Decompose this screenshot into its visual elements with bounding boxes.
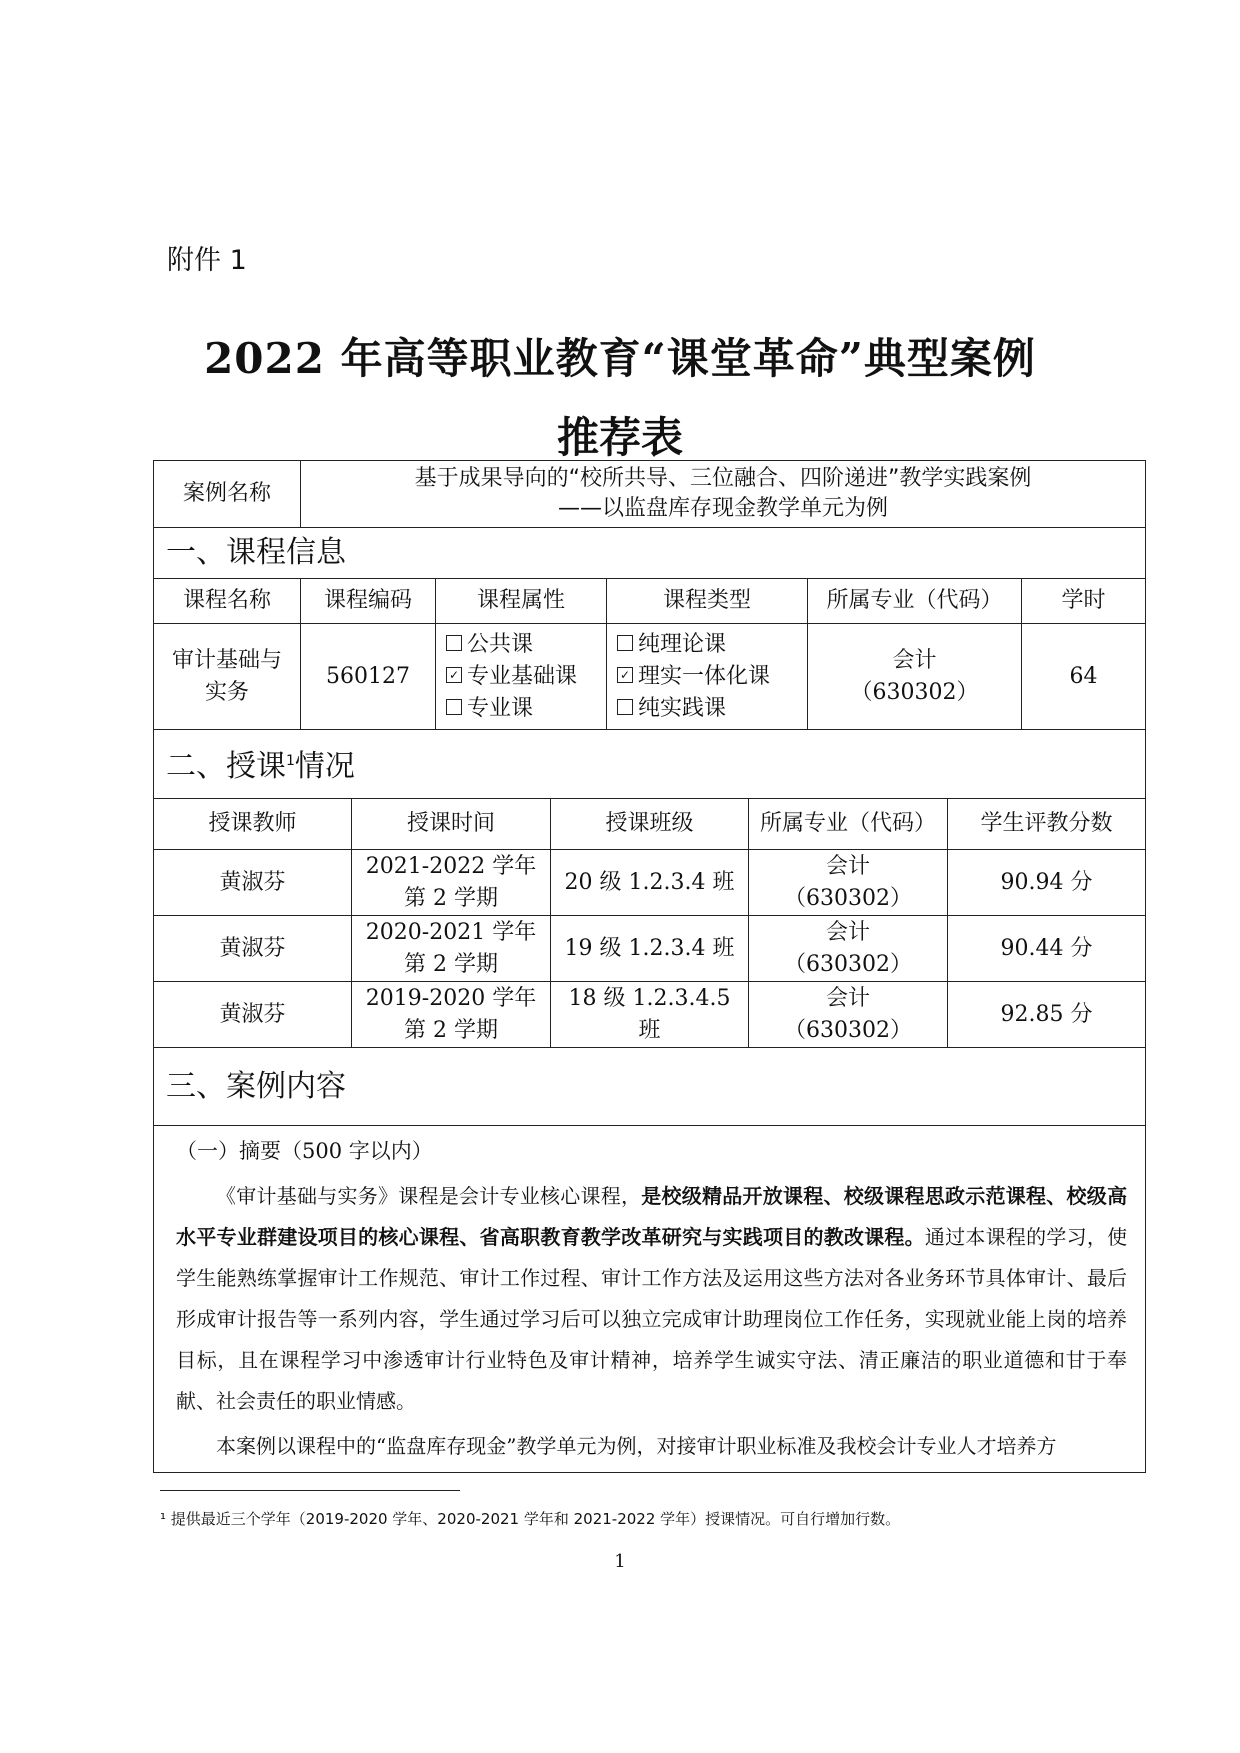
teaching-header-row (154, 799, 1146, 850)
course-hours: 64 (1022, 624, 1146, 730)
course-code: 560127 (301, 624, 436, 730)
time-cell: 2020-2021 学年 第 2 学期 (352, 916, 551, 982)
course-name: 审计基础与实务 (154, 624, 301, 730)
teacher-cell: 黄淑芬 (154, 850, 352, 916)
abstract-paragraph: 《审计基础与实务》课程是会计专业核心课程，是校级精品开放课程、校级课程思政示范课程、校级高水平专业群建设项目的核心课程、省高职教育教学改革研究与实践项目的教改课程。通过本课程的学习，使学生能熟练掌握审计工作规范、审计工作过程、审计工作方法及运用这些方法对各业务环节具体审计、最后形成审计报告等一系列内容，学生通过学习后可以独立完成审计助理岗位工作任务，实现就业能上岗的培养目标，且在课程学习中渗透审计行业特色及审计精神，培养学生诚实守法、清正廉洁的职业道德和甘于奉献、社会责任的职业情感。 (176, 1184, 1128, 1413)
teaching-table (153, 729, 1146, 1473)
section1-row (154, 528, 1146, 579)
page-title: 2022 年高等职业教育“课堂革命”典型案例 (204, 334, 1036, 383)
header-course-type: 课程类型 (607, 579, 808, 624)
attachment-label: 附件 1 (167, 245, 247, 276)
course-type-options (607, 624, 808, 730)
course-major-name: 会计 (892, 647, 937, 673)
course-attribute-options (436, 624, 607, 730)
type-option-practice[interactable]: 纯实践课 (617, 693, 803, 725)
header-course-name: 课程名称 (154, 579, 301, 624)
case-name-line2: ——以监盘库存现金教学单元为例 (558, 496, 889, 521)
header-major: 所属专业（代码） (749, 799, 948, 850)
type-option-theory[interactable]: 纯理论课 (617, 629, 803, 661)
case-name-row (154, 461, 1146, 528)
case-name-value (301, 461, 1146, 528)
case-name-line1: 基于成果导向的“校所共导、三位融合、四阶递进”教学实践案例 (414, 466, 1032, 491)
abstract-heading: （一）摘要（500 字以内） (176, 1139, 433, 1163)
footnote: ¹ 提供最近三个学年（2019-2020 学年、2020-2021 学年和 2021-2022 学年）授课情况。可自行增加行数。 (160, 1510, 901, 1528)
class-cell: 19 级 1.2.3.4 班 (551, 916, 749, 982)
checkbox-icon[interactable] (617, 635, 633, 651)
header-course-code: 课程编码 (301, 579, 436, 624)
header-course-attribute: 课程属性 (436, 579, 607, 624)
page-subtitle: 推荐表 (556, 413, 683, 462)
major-cell: 会计 （630302） (749, 850, 948, 916)
course-major-code: （630302） (850, 679, 979, 705)
footnote-divider (160, 1490, 460, 1491)
score-cell: 90.94 分 (948, 850, 1146, 916)
attribute-option-public[interactable]: 公共课 (446, 629, 602, 661)
section2-row (154, 730, 1146, 799)
attribute-option-foundation[interactable]: ✓ 专业基础课 (446, 661, 602, 693)
header-class: 授课班级 (551, 799, 749, 850)
section1-heading: 一、课程信息 (154, 528, 1146, 579)
section2-heading: 二、授课$^1$情况 (154, 730, 1146, 799)
header-time: 授课时间 (352, 799, 551, 850)
score-cell: 92.85 分 (948, 982, 1146, 1048)
table-row (154, 982, 1146, 1048)
checkbox-icon[interactable] (617, 699, 633, 715)
course-header-row (154, 579, 1146, 624)
case-content-row (154, 1126, 1146, 1473)
table-row (154, 916, 1146, 982)
checkbox-checked-icon[interactable]: ✓ (617, 667, 633, 683)
page-number: 1 (614, 1551, 626, 1572)
class-cell: 20 级 1.2.3.4 班 (551, 850, 749, 916)
header-teacher: 授课教师 (154, 799, 352, 850)
header-major: 所属专业（代码） (808, 579, 1022, 624)
class-cell: 18 级 1.2.3.4.5 班 (551, 982, 749, 1048)
case-content-cell (154, 1126, 1146, 1473)
teacher-cell: 黄淑芬 (154, 982, 352, 1048)
time-cell: 2019-2020 学年 第 2 学期 (352, 982, 551, 1048)
checkbox-icon[interactable] (446, 635, 462, 651)
score-cell: 90.44 分 (948, 916, 1146, 982)
time-cell: 2021-2022 学年 第 2 学期 (352, 850, 551, 916)
type-option-integrated[interactable]: ✓ 理实一体化课 (617, 661, 803, 693)
major-cell: 会计 （630302） (749, 916, 948, 982)
checkbox-icon[interactable] (446, 699, 462, 715)
major-cell: 会计 （630302） (749, 982, 948, 1048)
case-name-label: 案例名称 (154, 461, 301, 528)
abstract-paragraph-2: 本案例以课程中的“监盘库存现金”教学单元为例，对接审计职业标准及我校会计专业人才培养方 (216, 1434, 1057, 1458)
table-row (154, 850, 1146, 916)
course-data-row (154, 624, 1146, 730)
attribute-option-major[interactable]: 专业课 (446, 693, 602, 725)
course-info-table (153, 460, 1146, 730)
checkbox-checked-icon[interactable]: ✓ (446, 667, 462, 683)
section3-heading: 三、案例内容 (154, 1048, 1146, 1126)
course-major (808, 624, 1022, 730)
section3-row (154, 1048, 1146, 1126)
header-hours: 学时 (1022, 579, 1146, 624)
teacher-cell: 黄淑芬 (154, 916, 352, 982)
header-score: 学生评教分数 (948, 799, 1146, 850)
